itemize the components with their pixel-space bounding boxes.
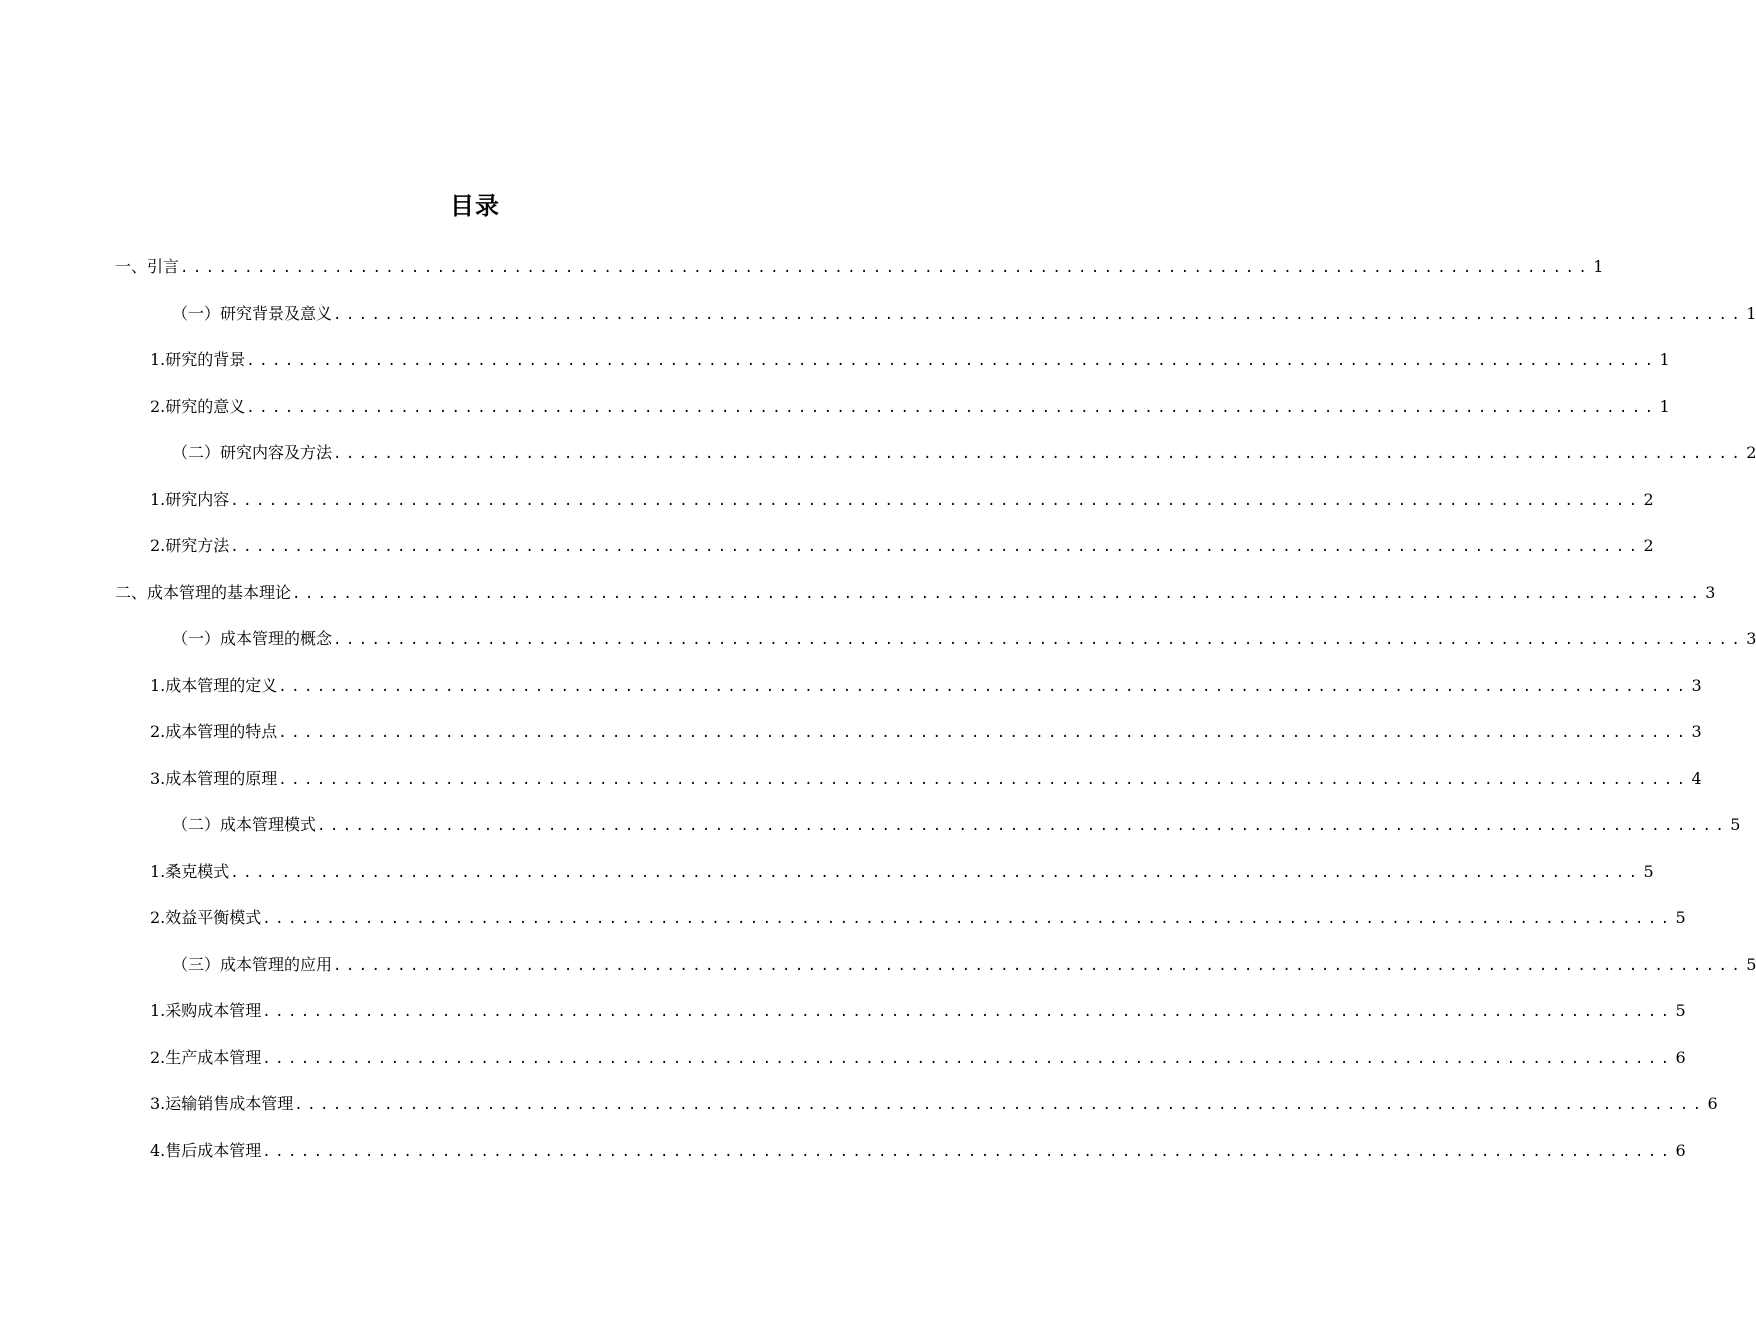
toc-dot-leader: .............................................................................................................. [262, 1050, 1674, 1067]
toc-page-number: 1 [1746, 303, 1756, 323]
toc-page-number: 2 [1746, 443, 1756, 462]
toc-dot-leader: .............................................................................................................. [230, 864, 1642, 881]
toc-dot-leader: .............................................................................................................. [230, 539, 1642, 555]
toc-entry-subsection[interactable] [150, 523, 1654, 570]
toc-entry-label: （二）成本管理模式 [172, 815, 317, 834]
toc-page-number: 2 [1643, 489, 1654, 509]
toc-entry-label: （三）成本管理的应用 [172, 954, 333, 974]
toc-entry-label: （一）研究背景及意义 [172, 303, 333, 323]
toc-dot-leader: .............................................................................................................. [317, 818, 1729, 834]
toc-entry-section[interactable] [172, 616, 1756, 663]
toc-page-number: 1 [1659, 396, 1670, 416]
toc-page-number: 5 [1675, 908, 1686, 927]
toc-dot-leader: .............................................................................................................. [246, 353, 1658, 369]
toc-entry-label: 1.采购成本管理 [150, 1001, 262, 1020]
toc-entry-label: 3.运输销售成本管理 [150, 1094, 294, 1113]
toc-entry-label: （一）成本管理的概念 [172, 629, 333, 648]
toc-entry-label: 1.研究内容 [150, 489, 230, 509]
toc-entry-subsection[interactable] [150, 988, 1686, 1035]
toc-page-number: 1 [1593, 257, 1604, 276]
toc-entry-label: 1.桑克模式 [150, 861, 230, 881]
toc-entry-label: （二）研究内容及方法 [172, 443, 333, 462]
toc-dot-leader: .............................................................................................................. [180, 260, 1592, 276]
toc-page-number: 3 [1705, 582, 1716, 602]
toc-dot-leader: .............................................................................................................. [292, 585, 1704, 602]
toc-entry-label: 2.效益平衡模式 [150, 908, 262, 927]
toc-dot-leader: .............................................................................................................. [278, 725, 1690, 741]
toc-dot-leader: .............................................................................................................. [262, 1004, 1674, 1020]
toc-dot-leader: .............................................................................................................. [333, 632, 1745, 648]
toc-dot-leader: .............................................................................................................. [333, 957, 1745, 974]
toc-entry-section[interactable] [172, 291, 1756, 338]
toc-entry-label: 3.成本管理的原理 [150, 768, 278, 788]
toc-dot-leader: .............................................................................................................. [278, 771, 1690, 788]
toc-entry-label: 2.成本管理的特点 [150, 722, 278, 741]
toc-page-number: 5 [1746, 954, 1756, 974]
toc-page-number: 5 [1730, 815, 1741, 834]
toc-page-number: 3 [1691, 675, 1702, 695]
toc-entry-subsection[interactable] [150, 477, 1654, 524]
toc-dot-leader: .............................................................................................................. [230, 492, 1642, 509]
toc-entry-subsection[interactable] [150, 1081, 1718, 1128]
toc-entry-subsection[interactable] [150, 384, 1670, 431]
toc-entry-label: 二、成本管理的基本理论 [115, 582, 292, 602]
toc-dot-leader: .............................................................................................................. [262, 1143, 1674, 1160]
toc-entry-subsection[interactable] [150, 895, 1686, 942]
toc-page-number: 6 [1707, 1094, 1718, 1113]
toc-dot-leader: .............................................................................................................. [294, 1097, 1706, 1113]
toc-entry-subsection[interactable] [150, 1035, 1686, 1082]
toc-entry-subsection[interactable] [150, 1128, 1686, 1175]
toc-entry-subsection[interactable] [150, 663, 1702, 710]
page-title: 目录 [450, 192, 500, 220]
toc-page-number: 2 [1643, 536, 1654, 555]
toc-entry-section[interactable] [172, 430, 1756, 477]
toc-page-number: 3 [1746, 629, 1756, 648]
toc-dot-leader: .............................................................................................................. [262, 911, 1674, 927]
toc-entry-label: 2.生产成本管理 [150, 1047, 262, 1067]
toc-entry-label: 一、引言 [115, 257, 180, 276]
toc-entry-label: 4.售后成本管理 [150, 1140, 262, 1160]
toc-page-number: 6 [1675, 1047, 1686, 1067]
toc-page-number: 5 [1675, 1001, 1686, 1020]
toc-entry-subsection[interactable] [150, 337, 1670, 384]
toc-entry-subsection[interactable] [150, 709, 1702, 756]
toc-page-number: 5 [1643, 861, 1654, 881]
toc-page-number: 3 [1691, 722, 1702, 741]
toc-page-number: 1 [1659, 350, 1670, 369]
toc-entry-label: 1.研究的背景 [150, 350, 246, 369]
toc-entry-chapter[interactable] [115, 570, 1716, 617]
toc-entry-label: 2.研究方法 [150, 536, 230, 555]
toc-entry-chapter[interactable] [115, 244, 1604, 291]
toc-page-number: 6 [1675, 1140, 1686, 1160]
toc-dot-leader: .............................................................................................................. [333, 306, 1745, 323]
toc-entry-subsection[interactable] [150, 849, 1654, 896]
toc-dot-leader: .............................................................................................................. [246, 399, 1658, 416]
toc-dot-leader: .............................................................................................................. [278, 678, 1690, 695]
toc-entry-section[interactable] [172, 942, 1756, 989]
toc-entry-label: 1.成本管理的定义 [150, 675, 278, 695]
toc-page-number: 4 [1691, 768, 1702, 788]
toc-entry-section[interactable] [172, 802, 1741, 849]
toc-dot-leader: .............................................................................................................. [333, 446, 1745, 462]
toc-entry-subsection[interactable] [150, 756, 1702, 803]
toc-entry-label: 2.研究的意义 [150, 396, 246, 416]
